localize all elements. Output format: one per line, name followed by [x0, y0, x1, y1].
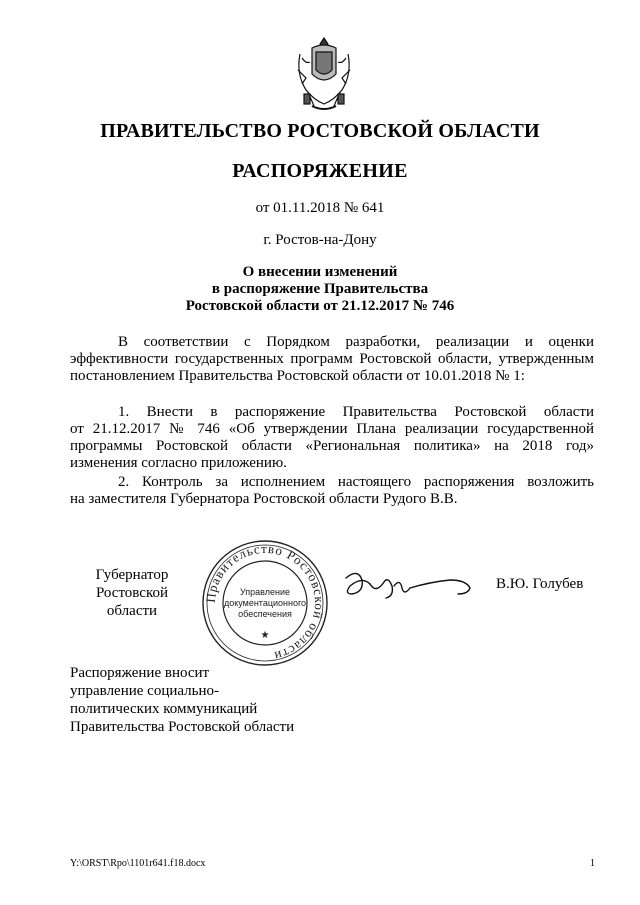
handwritten-signature — [340, 564, 480, 614]
heading-line: О внесении изменений — [242, 264, 398, 280]
stamp-center-line: документационного — [223, 598, 307, 608]
issuer-block — [70, 664, 294, 736]
page-number: 1 — [590, 858, 595, 869]
paragraph-line: постановлением Правительства Ростовской области от 10.01.2018 № 1: — [70, 368, 525, 384]
item-1-paragraph — [70, 404, 594, 472]
paragraph-line: 2. Контроль за исполнением настоящего распоряжения возложить — [118, 474, 594, 490]
official-stamp — [200, 538, 330, 668]
preamble-paragraph — [70, 334, 594, 385]
stamp-center-line: обеспечения — [238, 609, 292, 619]
document-date-number: от 01.11.2018 № 641 — [255, 200, 385, 216]
paragraph-line: В соответствии с Порядком разработки, реализации и оценки — [118, 334, 594, 350]
paragraph-line: на заместителя Губернатора Ростовской области Рудого В.В. — [70, 491, 458, 507]
issuer-line: управление социально- — [70, 683, 220, 699]
paragraph-line: изменения согласно приложению. — [70, 455, 287, 471]
heading-line: в распоряжение Правительства — [211, 281, 429, 297]
position-line: Ростовской области — [95, 585, 169, 619]
heading-line: Ростовской области от 21.12.2017 № 746 — [185, 298, 455, 314]
item-2-paragraph — [70, 474, 594, 508]
signatory-position — [70, 566, 194, 620]
paragraph-line: программы Ростовской области «Региональная политика» на 2018 год» — [70, 438, 594, 454]
stamp-center-line: Управление — [239, 587, 291, 597]
document-heading — [0, 264, 640, 315]
coat-of-arms-icon — [292, 34, 356, 114]
paragraph-line: 1. Внести в распоряжение Правительства Ростовской области — [118, 404, 594, 420]
document-city: г. Ростов-на-Дону — [263, 232, 377, 248]
paragraph-line: от 21.12.2017 № 746 «Об утверждении Плана реализации государственной — [70, 421, 594, 437]
position-line: Губернатор — [95, 567, 169, 583]
issuer-line: Правительства Ростовской области — [70, 719, 295, 735]
government-title: ПРАВИТЕЛЬСТВО РОСТОВСКОЙ ОБЛАСТИ — [100, 120, 540, 142]
paragraph-line: эффективности государственных программ Ростовской области, утвержденным — [70, 351, 594, 367]
issuer-line: политических коммуникаций — [70, 701, 258, 717]
document-type: РАСПОРЯЖЕНИЕ — [232, 160, 408, 182]
signatory-name: В.Ю. Голубев — [496, 576, 584, 592]
footer-file-path: Y:\ORST\Rpo\1101r641.f18.docx — [70, 858, 206, 869]
stamp-ring-text: Правительство Ростовской области — [202, 540, 328, 665]
issuer-line: Распоряжение вносит — [70, 665, 210, 681]
star-icon: ★ — [260, 630, 270, 641]
